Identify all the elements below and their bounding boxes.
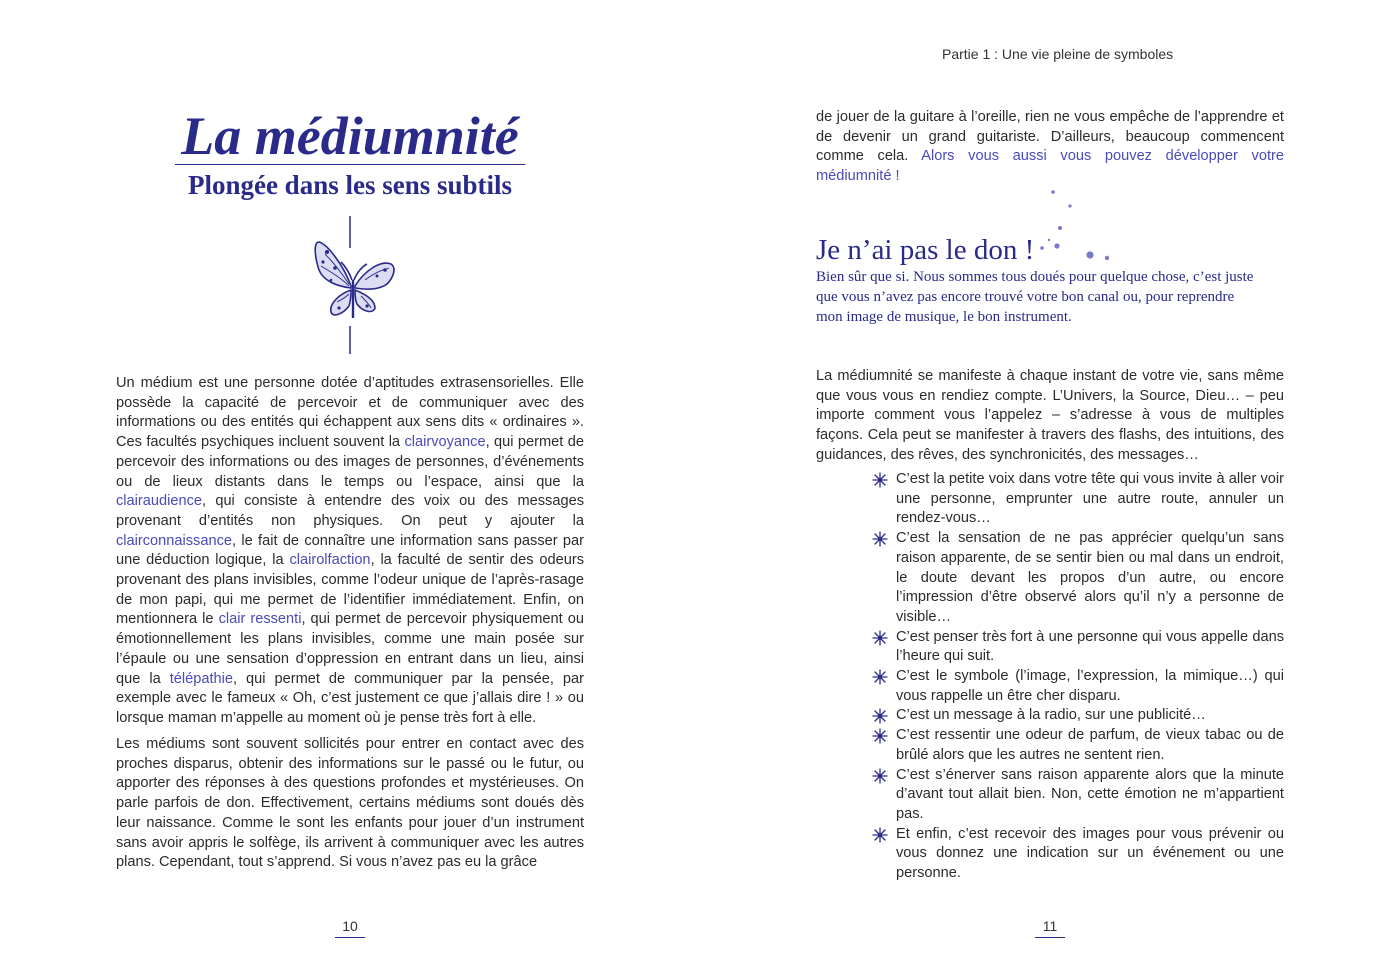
text-run: , qui permet de percevoir physiquement ou émotionnellement les plans invisibles, comme une main posée sur l’épaule ou une sensation d’oppression en entrant dans un lieu, ainsi que la — [116, 611, 584, 687]
list-item-text: C’est le symbole (l’image, l’expression, la mimique…) qui vous rappelle un être cher disparu. — [896, 668, 1284, 704]
main-paragraph: La médiumnité se manifeste à chaque instant de votre vie, sans même que vous vous en rendiez compte. L’Univers, la Source, Dieu… – peu importe comment vous l’appelez – s’adresse à vous de multiples façons. Cela peut se manifester à travers des flashs, des intuitions, des guidances, des rêves, des synchronicités, des messages… — [816, 368, 1284, 463]
list-item — [872, 825, 1284, 884]
list-item-text: C’est un message à la radio, sur une publicité… — [896, 707, 1206, 724]
text-run: , qui permet de percevoir des informations ou des images de personnes, d’événements ou de lieux distants dans le temps ou l’espace, ainsi que la — [116, 434, 584, 490]
chapter-subtitle: Plongée dans les sens subtils — [187, 170, 513, 200]
star-bullet-icon — [872, 630, 888, 646]
section-heading: Je n’ai pas le don ! — [816, 234, 1035, 266]
highlighted-term: clair ressenti — [218, 611, 302, 628]
list-item — [872, 766, 1284, 825]
body-paragraph: Les médiums sont souvent sollicités pour entrer en contact avec des proches disparus, obtenir des informations sur le passé ou le futur, ou apporter des réponses à des questions profondes et mystérieuses. On parle parfois de don. Effectivement, certains médiums sont doués dès leur naissance. Comme le sont les enfants pour jouer d’un instrument sans avoir appris le solfège, ils arrivent à communiquer avec les autres plans. Cependant, tout s’apprend. Si vous n’avez pas eu la grâce — [116, 736, 584, 871]
star-bullet-icon — [872, 827, 888, 843]
right-page — [700, 0, 1400, 980]
list-item-text: C’est la sensation de ne pas apprécier quelqu’un sans raison apparente, de se sentir bien ou mal dans un endroit, le doute devant les propos d’un autre, ou encore l’impression d’être observé alors qu’il n’y a personne de visible… — [896, 530, 1284, 625]
text-run: Un médium est une personne dotée d’aptitudes extrasensorielles. Elle possède la capacité de percevoir et de communiquer avec des informations ou des entités qui échappent aux sens dits « ordinaires ». Ces facultés psychiques incluent souvent la — [116, 375, 584, 451]
highlighted-term: télépathie — [169, 670, 233, 687]
intro-paragraph — [116, 374, 584, 729]
chapter-title: La médiumnité — [175, 108, 525, 165]
list-item — [872, 667, 1284, 706]
decorative-dots-icon — [1035, 182, 1115, 262]
text-run: de jouer de la guitare à l’oreille, rien ne vous empêche de l’apprendre et de devenir un grand guitariste. D’ailleurs, beaucoup commencent comme cela. — [816, 109, 1284, 165]
list-item — [872, 529, 1284, 628]
list-item-text: C’est penser très fort à une personne qui vous appelle dans l’heure qui suit. — [896, 628, 1284, 665]
highlighted-term: clairolfaction — [289, 552, 371, 569]
star-bullet-icon — [872, 728, 888, 744]
star-bullet-icon — [872, 669, 888, 685]
list-item-text: C’est s’énerver sans raison apparente alors que la minute d’avant tout allait bien. Non, cette émotion ne m’appartient pas. — [896, 766, 1284, 822]
star-bullet-icon — [872, 531, 888, 547]
star-bullet-icon — [872, 708, 888, 724]
text-run: , qui permet de communiquer par la pensée, par exemple avec le fameux « Oh, c’est justement ce que j’allais dire ! » ou lorsque maman m’appelle au moment où je pense très fort à elle. — [116, 670, 584, 726]
text-run: , qui consiste à entendre des voix ou des messages provenant d’entités non physiques. On peut y ajouter la — [116, 493, 584, 529]
continued-paragraph — [816, 108, 1284, 187]
text-run: , la faculté de sentir des odeurs provenant des plans invisibles, comme l’odeur unique de l’après-rasage de mon papi, qui me permet de l’identifier immédiatement. Enfin, on mentionnera le — [116, 552, 585, 628]
list-item-text: C’est la petite voix dans votre tête qui vous invite à aller voir une personne, emprunter une autre route, annuler un rendez-vous… — [896, 471, 1284, 527]
text-run: , le fait de connaître une information sans passer par une déduction logique, la — [116, 532, 584, 569]
page-number: 11 — [1035, 918, 1065, 938]
highlighted-term: clairaudience — [116, 493, 202, 510]
running-head: Partie 1 : Une vie pleine de symboles — [942, 46, 1174, 62]
section-lead: Bien sûr que si. Nous sommes tous doués pour quelque chose, c’est juste que vous n’avez pas encore trouvé votre bon canal ou, pour reprendre mon image de musique, le bon instrument. — [816, 269, 1254, 325]
list-item — [872, 628, 1284, 667]
star-bullet-icon — [872, 768, 888, 784]
bullet-list — [872, 470, 1284, 884]
list-item — [872, 706, 1284, 726]
highlighted-term: clairvoyance — [404, 434, 486, 451]
highlighted-term: clairconnaissance — [116, 532, 233, 549]
list-item-text: C’est ressentir une odeur de parfum, de vieux tabac ou de brûlé alors que les autres ne sentent rien. — [896, 727, 1284, 763]
list-item-text: Et enfin, c’est recevoir des images pour vous prévenir ou vous donnez une indication sur un événement ou une personne. — [896, 825, 1284, 882]
chapter-title-block — [150, 108, 550, 201]
list-item — [872, 470, 1284, 529]
highlighted-term: Alors vous aussi vous pouvez développer votre médiumnité ! — [816, 148, 1284, 185]
page-number: 10 — [335, 918, 365, 938]
star-bullet-icon — [872, 472, 888, 488]
list-item — [872, 726, 1284, 765]
butterfly-icon — [305, 214, 405, 356]
